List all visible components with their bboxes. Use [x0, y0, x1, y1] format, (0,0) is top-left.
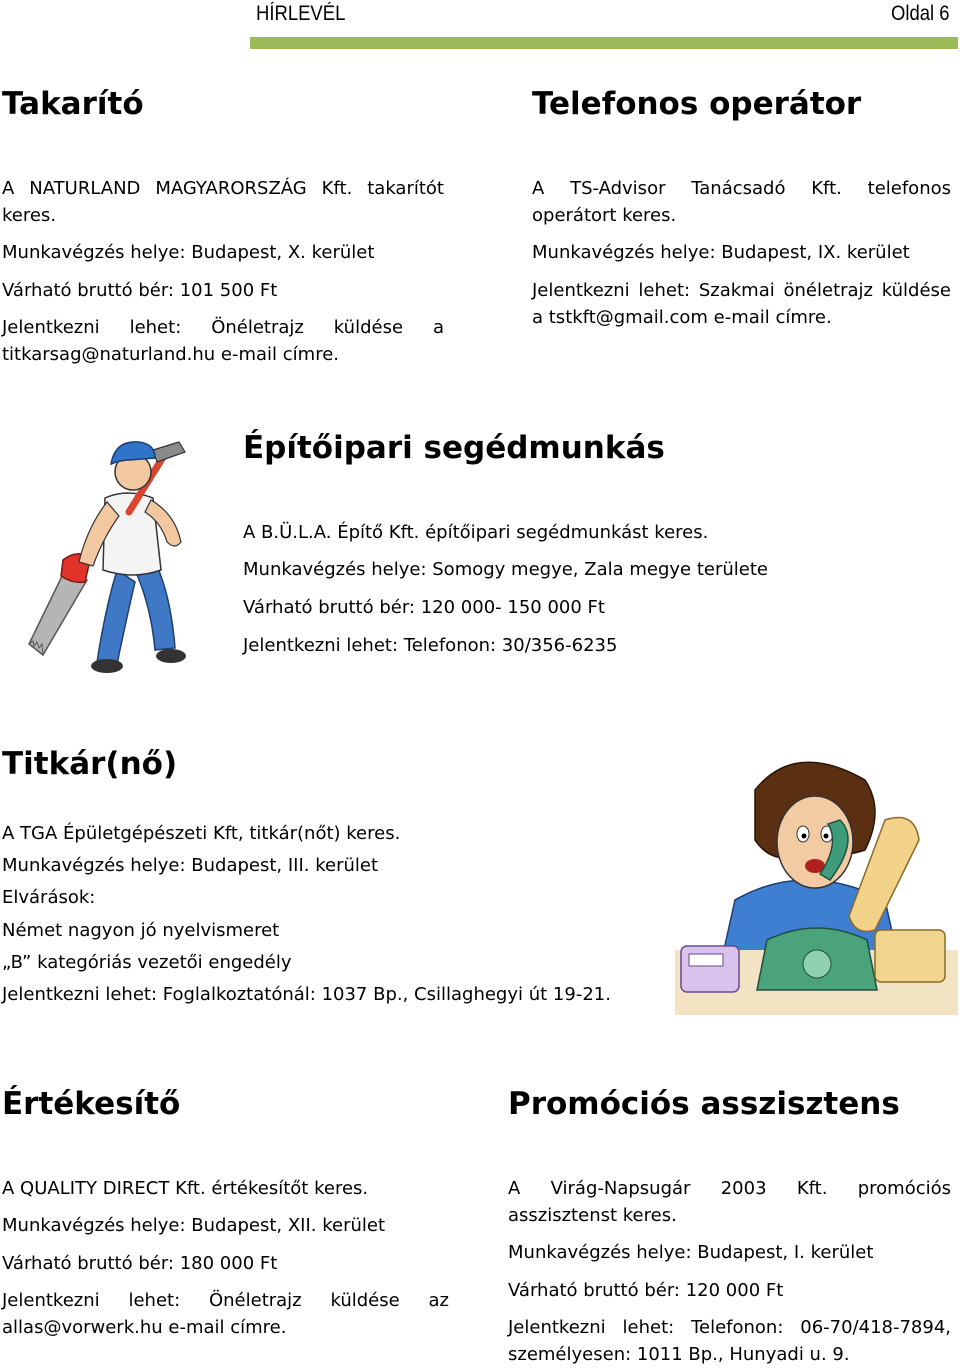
titkarno-apply: Jelentkezni lehet: Foglalkoztatónál: 1037 Bp., Csillaghegyi út 19-21.	[2, 984, 611, 1005]
titkarno-intro: A TGA Épületgépészeti Kft, titkár(nőt) keres.	[2, 823, 401, 844]
ertekesito-intro: A QUALITY DIRECT Kft. értékesítőt keres.	[2, 1178, 369, 1199]
construction-worker-illustration	[25, 430, 225, 675]
titkarno-requirement-license: „B” kategóriás vezetői engedély	[2, 952, 292, 973]
section-title-telefonos: Telefonos operátor	[532, 86, 862, 122]
epitoipari-intro: A B.Ü.L.A. Építő Kft. építőipari segédmunkást keres.	[243, 522, 709, 543]
section-title-epitoipari: Építőipari segédmunkás	[243, 430, 665, 466]
section-title-ertekesito: Értékesítő	[2, 1086, 181, 1122]
titkarno-requirement-language: Német nagyon jó nyelvismeret	[2, 920, 280, 941]
ertekesito-salary: Várható bruttó bér: 180 000 Ft	[2, 1253, 278, 1274]
takarito-intro: A NATURLAND MAGYARORSZÁG Kft. takarítót keres.	[2, 178, 444, 226]
takarito-salary: Várható bruttó bér: 101 500 Ft	[2, 280, 278, 301]
section-title-promocios: Promóciós asszisztens	[508, 1086, 900, 1122]
takarito-apply: Jelentkezni lehet: Önéletrajz küldése a titkarsag@naturland.hu e-mail címre.	[2, 317, 444, 365]
takarito-location: Munkavégzés helye: Budapest, X. kerület	[2, 242, 375, 263]
promocios-apply: Jelentkezni lehet: Telefonon: 06-70/418-7894, személyesen: 1011 Bp., Hunyadi u. 9.	[508, 1317, 951, 1365]
header-accent-bar	[250, 37, 958, 49]
ertekesito-location: Munkavégzés helye: Budapest, XII. kerület	[2, 1215, 386, 1236]
titkarno-requirements-label: Elvárások:	[2, 887, 96, 908]
newsletter-label: HÍRLEVÉL	[256, 2, 346, 25]
epitoipari-location: Munkavégzés helye: Somogy megye, Zala megye területe	[243, 559, 768, 580]
promocios-location: Munkavégzés helye: Budapest, I. kerület	[508, 1242, 874, 1263]
ertekesito-apply: Jelentkezni lehet: Önéletrajz küldése az allas@vorwerk.hu e-mail címre.	[2, 1290, 449, 1338]
titkarno-location: Munkavégzés helye: Budapest, III. kerület	[2, 855, 379, 876]
secretary-on-phones-illustration	[675, 750, 958, 1015]
promocios-intro: A Virág-Napsugár 2003 Kft. promóciós asszisztenst keres.	[508, 1178, 951, 1226]
telefonos-apply: Jelentkezni lehet: Szakmai önéletrajz küldése a tstkft@gmail.com e-mail címre.	[532, 280, 951, 328]
epitoipari-salary: Várható bruttó bér: 120 000- 150 000 Ft	[243, 597, 605, 618]
telefonos-intro: A TS-Advisor Tanácsadó Kft. telefonos operátort keres.	[532, 178, 951, 226]
section-title-takarito: Takarító	[2, 86, 144, 122]
section-title-titkarno: Titkár(nő)	[2, 746, 178, 782]
telefonos-location: Munkavégzés helye: Budapest, IX. kerület	[532, 242, 910, 263]
epitoipari-apply: Jelentkezni lehet: Telefonon: 30/356-6235	[243, 635, 618, 656]
promocios-salary: Várható bruttó bér: 120 000 Ft	[508, 1280, 784, 1301]
page-number: Oldal 6	[891, 2, 950, 25]
